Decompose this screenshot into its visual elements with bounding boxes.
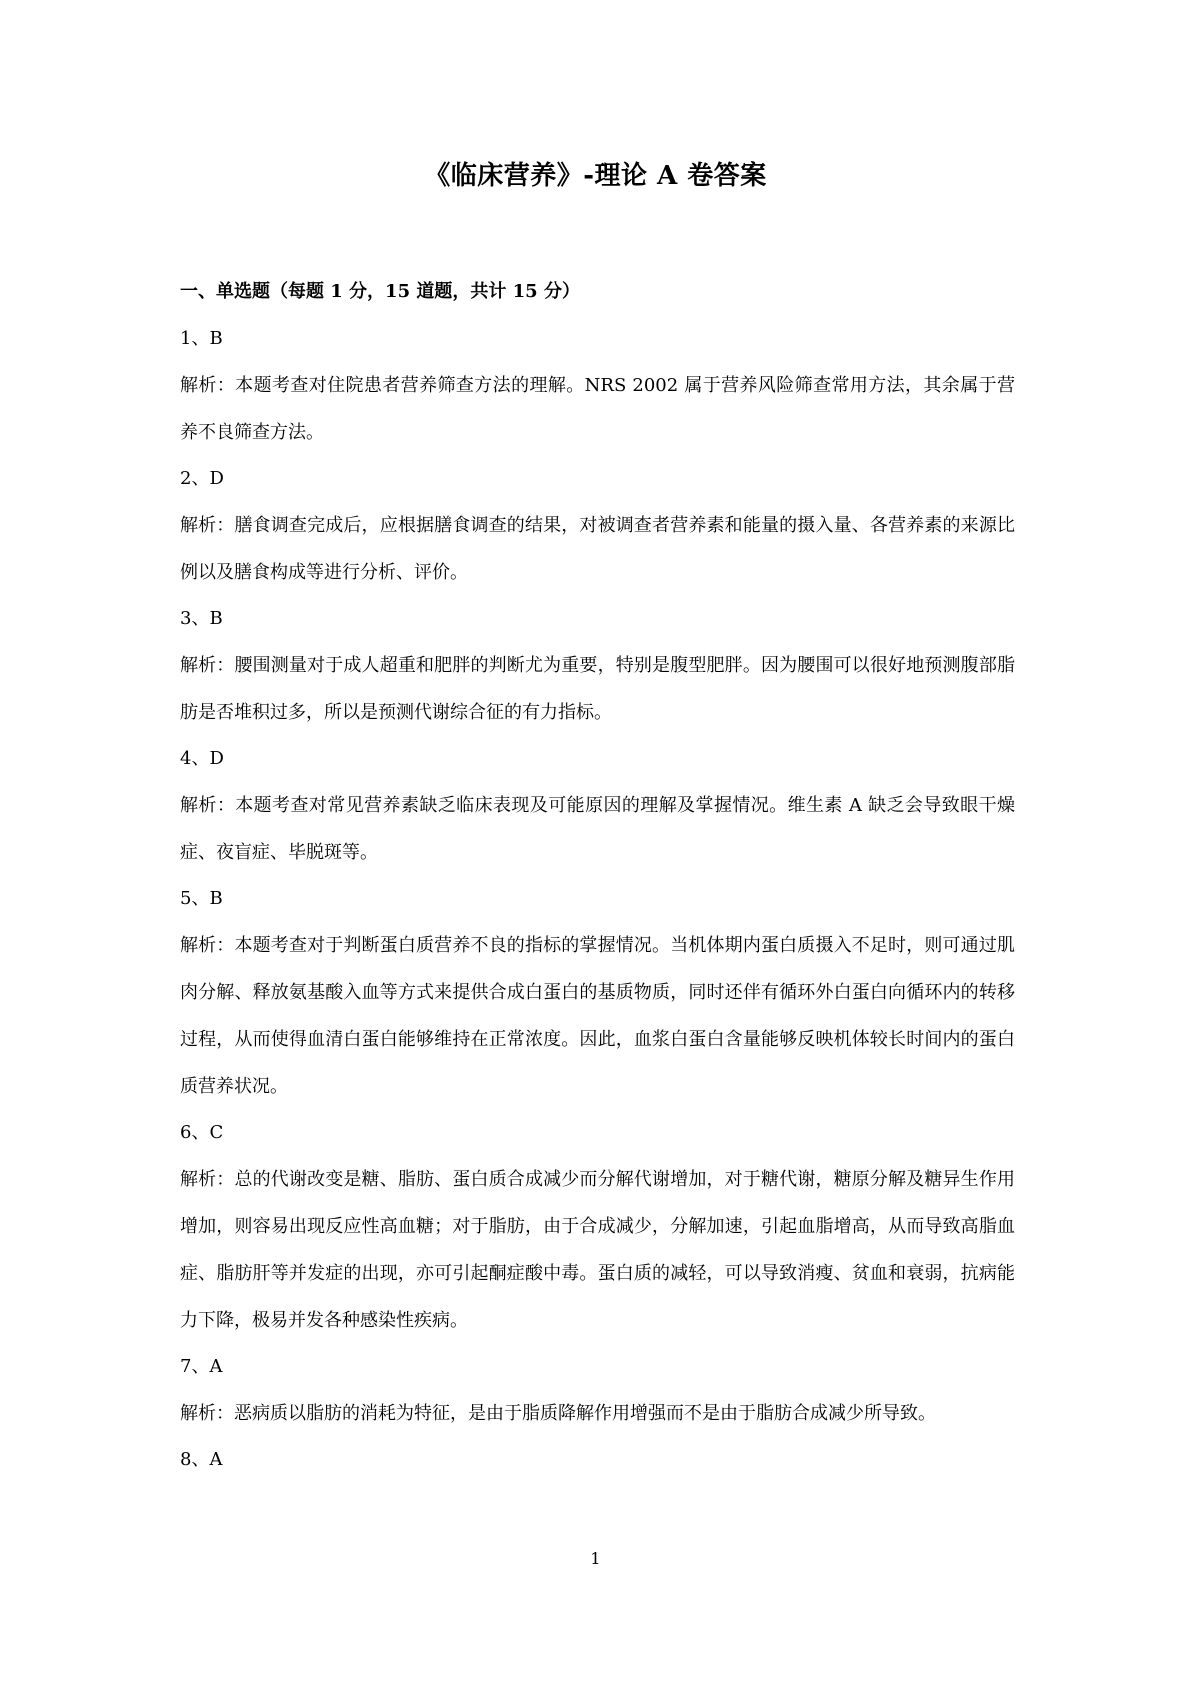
question-item [180,463,1015,596]
analysis-paragraph: 解析：本题考查对常见营养素缺乏临床表现及可能原因的理解及掌握情况。维生素 A 缺乏会导致眼干燥症、夜盲症、毕脱斑等。 [180,795,1015,863]
page-number: 1 [590,1549,601,1568]
answer-line: 7、A [180,1356,223,1377]
question-item [180,323,1015,456]
question-item [180,603,1015,736]
analysis-paragraph: 解析：本题考查对住院患者营养筛查方法的理解。NRS 2002 属于营养风险筛查常用方法，其余属于营养不良筛查方法。 [180,375,1015,443]
question-item [180,1351,1015,1437]
answer-line: 3、B [180,608,223,629]
answer-line: 5、B [180,888,223,909]
question-item [180,883,1015,1110]
answer-line: 6、C [180,1122,224,1143]
question-item [180,1444,1015,1476]
question-item [180,743,1015,876]
document-body [180,276,1015,1491]
analysis-paragraph: 解析：本题考查对于判断蛋白质营养不良的指标的掌握情况。当机体期内蛋白质摄入不足时，则可通过肌肉分解、释放氨基酸入血等方式来提供合成白蛋白的基质物质，同时还伴有循环外白蛋白向循环内的转移过程，从而使得血清白蛋白能够维持在正常浓度。因此，血浆白蛋白含量能够反映机体较长时间内的蛋白质营养状况。 [180,935,1015,1097]
answer-line: 1、B [180,328,223,349]
analysis-paragraph: 解析：恶病质以脂肪的消耗为特征，是由于脂质降解作用增强而不是由于脂肪合成减少所导致。 [180,1403,936,1424]
analysis-paragraph: 解析：膳食调查完成后，应根据膳食调查的结果，对被调查者营养素和能量的摄入量、各营养素的来源比例以及膳食构成等进行分析、评价。 [180,515,1015,583]
answer-line: 4、D [180,748,224,769]
section-heading: 一、单选题（每题 1 分，15 道题，共计 15 分） [180,281,580,302]
analysis-paragraph: 解析：总的代谢改变是糖、脂肪、蛋白质合成减少而分解代谢增加，对于糖代谢，糖原分解及糖异生作用增加，则容易出现反应性高血糖；对于脂肪，由于合成减少，分解加速，引起血脂增高，从而导致高脂血症、脂肪肝等并发症的出现，亦可引起酮症酸中毒。蛋白质的减轻，可以导致消瘦、贫血和衰弱，抗病能力下降，极易并发各种感染性疾病。 [180,1169,1015,1331]
answer-line: 2、D [180,468,224,489]
question-item [180,1117,1015,1344]
answer-line: 8、A [180,1449,223,1470]
document-title: 《临床营养》-理论 A 卷答案 [424,161,767,191]
analysis-paragraph: 解析：腰围测量对于成人超重和肥胖的判断尤为重要，特别是腹型肥胖。因为腰围可以很好地预测腹部脂肪是否堆积过多，所以是预测代谢综合征的有力指标。 [180,655,1015,723]
